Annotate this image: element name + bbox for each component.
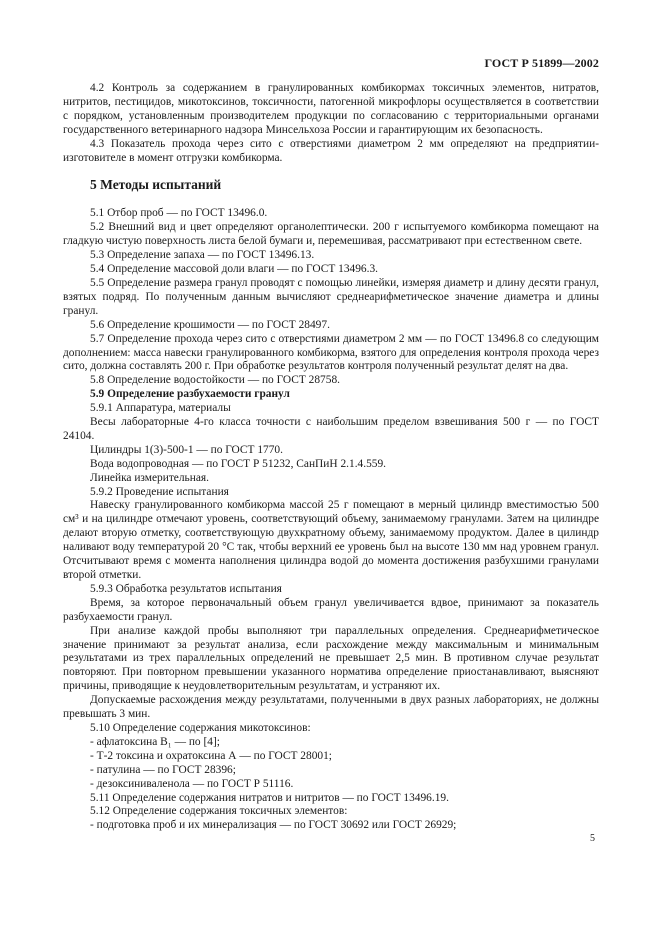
subsection-heading-5-9: 5.9 Определение разбухаемости гранул — [90, 388, 290, 401]
paragraph-5-9-1: 5.9.1 Аппаратура, материалы — [90, 402, 231, 415]
list-item-t2-toxin: - Т-2 токсина и охратоксина А — по ГОСТ 28001; — [90, 749, 332, 762]
list-item-aflatoxin: - афлатоксина B₁ — по [4]; — [90, 735, 220, 748]
document-header: ГОСТ Р 51899—2002 — [484, 56, 599, 70]
paragraph-5-7: 5.7 Определение прохода через сито с отверстиями диаметром 2 мм — по ГОСТ 13496.8 со следующим дополнением: масса навески гранулированного комбикорма, взятого для определения контроля прохода через сито, должна составлять 200 г. При обработке результатов контроля полученный результат делят на два. — [63, 332, 599, 373]
paragraph-5-10: 5.10 Определение содержания микотоксинов: — [90, 721, 311, 734]
page-number: 5 — [590, 833, 595, 844]
list-item-sample-preparation: - подготовка проб и их минерализация — по ГОСТ 30692 или ГОСТ 26929; — [90, 819, 457, 832]
paragraph-5-4: 5.4 Определение массовой доли влаги — по ГОСТ 13496.3. — [90, 263, 378, 276]
paragraph-5-1: 5.1 Отбор проб — по ГОСТ 13496.0. — [90, 207, 268, 220]
paragraph-5-9-2: 5.9.2 Проведение испытания — [90, 485, 229, 498]
paragraph-5-12: 5.12 Определение содержания токсичных элементов: — [90, 805, 348, 818]
paragraph-5-6: 5.6 Определение крошимости — по ГОСТ 28497. — [90, 318, 330, 331]
paragraph-test-procedure: Навеску гранулированного комбикорма массой 25 г помещают в мерный цилиндр вместимостью 500 см³ и на цилиндре отмечают уровень, соответствующий объему, занимаемому гранулами. Затем на цилиндре делают вторую отметку, соответствующую двухкратному объему, занимаемому продуктом. Далее в цилиндр наливают воду температурой 20 °С так, чтобы верхний ее уровень был на высоте 130 мм над уровнем гранул. Отсчитывают время с момента наполнения цилиндра водой до момента достижения разбухшими гранулами второй отметки. — [63, 499, 599, 581]
list-item-deoxynivalenol: - дезоксиниваленола — по ГОСТ Р 51116. — [90, 777, 294, 790]
paragraph-5-9-3: 5.9.3 Обработка результатов испытания — [90, 582, 282, 595]
paragraph-4-3: 4.3 Показатель прохода через сито с отверстиями диаметром 2 мм определяют на предприятии-изготовителе в момент отгрузки комбикорма. — [63, 137, 599, 164]
section-heading: 5 Методы испытаний — [90, 177, 222, 193]
paragraph-water: Вода водопроводная — по ГОСТ Р 51232, СанПиН 2.1.4.559. — [90, 457, 387, 470]
paragraph-5-11: 5.11 Определение содержания нитратов и нитритов — по ГОСТ 13496.19. — [90, 791, 449, 804]
list-item-patulin: - патулина — по ГОСТ 28396; — [90, 763, 236, 776]
paragraph-permissible-discrepancies: Допускаемые расхождения между результатами, полученными в двух разных лабораториях, не должны превышать 3 мин. — [63, 694, 599, 721]
paragraph-scales: Весы лабораторные 4-го класса точности с наибольшим пределом взвешивания 500 г — по ГОСТ 24104. — [63, 416, 599, 442]
paragraph-parallel-determinations: При анализе каждой пробы выполняют три параллельных определения. Среднеарифметическое значение принимают за результат анализа, если расхождение между максимальным и минимальным результатами из трех параллельных определений не превышает 2,5 мин. В противном случае результат повторяют. При повторном превышении указанного норматива определение приостанавливают, выясняют причины, приводящие к неудовлетворительным результатам, и устраняют их. — [63, 624, 599, 693]
paragraph-time-definition: Время, за которое первоначальный объем гранул увеличивается вдвое, принимают за показатель разбухаемости гранул. — [63, 596, 599, 623]
paragraph-5-2: 5.2 Внешний вид и цвет определяют органолептически. 200 г испытуемого комбикорма помещают на гладкую чистую поверхность листа белой бумаги и, перемешивая, рассматривают при естественном свете. — [63, 221, 599, 248]
paragraph-4-2: 4.2 Контроль за содержанием в гранулированных комбикормах токсичных элементов, нитратов, нитритов, пестицидов, микотоксинов, токсичности, патогенной микрофлоры осуществляется в соответствии с порядком, установленным производителем продукции по согласованию с территориальными органами государственного ветеринарного надзора Минсельхоза России и гарантирующим их безопасность. — [63, 82, 599, 136]
paragraph-cylinders: Цилиндры 1(3)-500-1 — по ГОСТ 1770. — [90, 443, 283, 456]
body-text — [63, 82, 599, 833]
paragraph-5-3: 5.3 Определение запаха — по ГОСТ 13496.13. — [90, 249, 315, 262]
paragraph-ruler: Линейка измерительная. — [90, 471, 209, 484]
paragraph-5-5: 5.5 Определение размера гранул проводят с помощью линейки, измеряя диаметр и длину десяти гранул, взятых подряд. По полученным данным вычисляют среднеарифметическое значение диаметра и длины гранул. — [63, 276, 599, 317]
paragraph-5-8: 5.8 Определение водостойкости — по ГОСТ 28758. — [90, 374, 340, 387]
